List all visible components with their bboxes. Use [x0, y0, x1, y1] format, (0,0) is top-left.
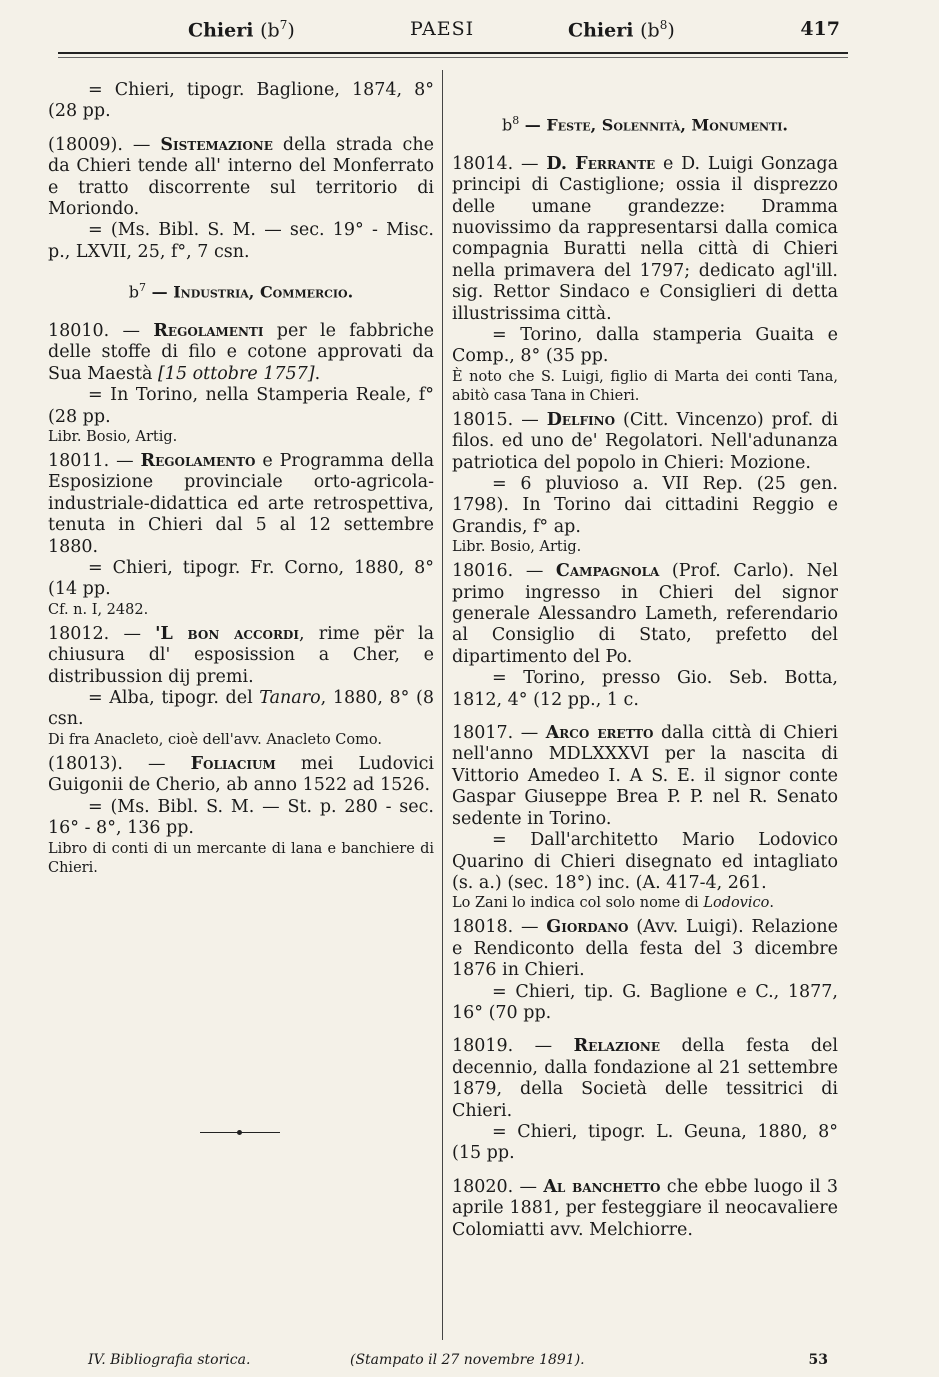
imprint-text: = Dall'architetto Mario Lodovico Quarino di Chieri disegnato ed intagliato (s. a.) (sec. 18°) inc. (A. 417-4, 261.	[452, 830, 838, 893]
entry-heading: Foliacium	[190, 753, 276, 774]
header-center: PAESI	[410, 18, 475, 40]
entry-text: (Avv. Luigi). Relazione e Rendiconto della festa del 3 dicembre 1876 in Chieri.	[452, 917, 838, 981]
entry-number: 18017. —	[452, 723, 546, 744]
entry-number: (18009). —	[48, 134, 161, 155]
entry-heading: D. Ferrante	[546, 153, 656, 174]
entry-number: (18013). —	[48, 753, 191, 774]
entry-number: 18018. —	[452, 917, 547, 938]
entry-18012	[48, 624, 434, 750]
imprint-text: = In Torino, nella Stamperia Reale, f° (28 pp.	[48, 385, 434, 427]
entry-imprint	[48, 80, 434, 123]
imprint-text: = Chieri, tipogr. Baglione, 1874, 8° (28 pp.	[48, 80, 434, 122]
imprint-text-end: , 1880, 8° (8 csn.	[48, 688, 434, 730]
entry-number: 18020. —	[452, 1176, 544, 1197]
header-left-close: )	[287, 19, 295, 42]
header-right-title: Chieri	[568, 19, 634, 42]
entry-18014	[452, 154, 838, 406]
left-column	[48, 80, 434, 882]
section-title: — Feste, Solennità, Monumenti.	[519, 115, 788, 135]
entry-number: 18015. —	[452, 409, 547, 430]
entry-number: 18010. —	[48, 320, 154, 341]
entry-heading: Arco eretto	[545, 723, 654, 744]
section-heading-b7	[48, 277, 434, 303]
entry-text: che ebbe luogo il 3 aprile 1881, per festeggiare il neocavaliere Colomiatti avv. Melchiorre.	[452, 1176, 838, 1240]
entry-heading: Delfino	[546, 409, 616, 430]
imprint-text: = Alba, tipogr. del	[88, 688, 260, 709]
entry-note: Di fra Anacleto, cioè dell'avv. Anacleto Como.	[48, 731, 382, 748]
entry-18018	[452, 917, 838, 1024]
section-label: b	[501, 115, 513, 135]
running-header	[60, 18, 840, 48]
header-left-title: Chieri	[188, 19, 254, 42]
entry-note-italic: Lodovico	[703, 895, 770, 912]
section-label: b	[128, 282, 140, 302]
entry-text: per le fabbriche delle stoffe di filo e cotone approvati da Sua Maestà	[48, 320, 434, 384]
header-right	[568, 18, 675, 41]
entry-text: e Programma della Esposizione provinciale orto-agricola-industriale-didattica ed arte retrospettiva, tenuta in Chieri dal 5 al 12 settembre 1880.	[48, 451, 435, 557]
footer-left: IV. Bibliografia storica.	[88, 1352, 251, 1368]
entry-note: Libro di conti di un mercante di lana e banchiere di Chieri.	[48, 840, 434, 876]
entry-heading: 'L bon accordi	[155, 623, 299, 644]
entry-number: 18012. —	[48, 623, 156, 644]
entry-heading: Giordano	[546, 917, 629, 938]
imprint-text: = (Ms. Bibl. S. M. — sec. 19° - Misc. p., LXVII, 25, f°, 7 csn.	[48, 220, 434, 262]
entry-number: 18014. —	[452, 153, 547, 174]
entry-number: 18019. —	[452, 1036, 574, 1057]
entry-number: 18011. —	[48, 451, 141, 472]
imprint-text: = Chieri, tip. G. Baglione e C., 1877, 16° (70 pp.	[452, 981, 838, 1023]
header-right-sup: 8	[659, 18, 668, 32]
entry-heading: Regolamenti	[153, 320, 264, 341]
end-ornament	[200, 1132, 280, 1133]
entry-note: Libr. Bosio, Artig.	[452, 539, 582, 556]
entry-note-end: .	[769, 895, 774, 912]
column-divider	[442, 70, 443, 1340]
entry-heading: Campagnola	[555, 561, 660, 582]
section-sup: 8	[512, 114, 520, 127]
header-left-section: (b	[260, 19, 280, 42]
imprint-text: = (Ms. Bibl. S. M. — St. p. 280 - sec. 16° - 8°, 136 pp.	[48, 796, 434, 839]
header-right-close: )	[667, 19, 675, 42]
entry-18013	[48, 754, 434, 878]
imprint-text: = Chieri, tipogr. Fr. Corno, 1880, 8° (14 pp.	[48, 558, 434, 600]
entry-note: È noto che S. Luigi, figlio di Marta dei conti Tana, abitò casa Tana in Chieri.	[452, 368, 838, 404]
entry-note: Cf. n. I, 2482.	[48, 601, 149, 618]
section-sup: 7	[139, 281, 147, 295]
imprint-italic: Tanaro	[259, 688, 321, 709]
entry-18010	[48, 321, 434, 447]
section-title: — Industria, Commercio.	[146, 282, 354, 302]
entry-number: 18016. —	[452, 561, 556, 582]
header-rule-thin	[58, 57, 848, 58]
footer-center: (Stampato il 27 novembre 1891).	[350, 1352, 585, 1368]
entry-heading: Al banchetto	[543, 1176, 661, 1197]
entry-18009	[48, 135, 434, 263]
entry-date: [15 ottobre 1757]	[157, 363, 315, 384]
entry-18017	[452, 723, 838, 913]
imprint-text: = 6 pluvioso a. VII Rep. (25 gen. 1798). In Torino dai cittadini Reggio e Grandis, f° ap.	[452, 474, 838, 537]
right-column	[452, 80, 838, 1245]
entry-note: Libr. Bosio, Artig.	[48, 429, 178, 446]
entry-text: della festa del decennio, dalla fondazione al 21 settembre 1879, della Società delle tessitrici di Chieri.	[452, 1036, 839, 1121]
entry-18011	[48, 451, 434, 620]
header-rule	[58, 52, 848, 54]
entry-heading: Sistemazione	[160, 134, 273, 155]
entry-heading: Regolamento	[140, 451, 256, 472]
header-right-section: (b	[640, 19, 660, 42]
header-left	[188, 18, 295, 41]
entry-text: , rime për la chiusura dl' esposission a Cher, e distribussion dij premi.	[48, 623, 435, 687]
entry-text: della strada che da Chieri tende all' interno del Monferrato e tratto discorrente sul territorio di Moriondo.	[48, 134, 434, 220]
entry-heading: Relazione	[573, 1036, 661, 1057]
entry-text: mei Ludovici Guigonii de Cherio, ab anno 1522 ad 1526.	[48, 753, 435, 796]
footer-signature: 53	[808, 1352, 828, 1368]
page-number: 417	[800, 18, 840, 40]
entry-note: Lo Zani lo indica col solo nome di	[452, 895, 704, 912]
header-left-sup: 7	[279, 18, 288, 32]
imprint-text: = Torino, dalla stamperia Guaita e Comp., 8° (35 pp.	[452, 324, 838, 367]
entry-text: (Citt. Vincenzo) prof. di filos. ed uno de' Regolatori. Nell'adunanza patriotica del popolo in Chieri: Mozione.	[452, 409, 838, 473]
imprint-text: = Chieri, tipogr. L. Geuna, 1880, 8° (15 pp.	[452, 1121, 838, 1164]
entry-text: dalla città di Chieri nell'anno MDLXXXVI per la nascita di Vittorio Amedeo I. A S. E. il signor conte Gaspar Giuseppe Brea P. P. nel R. Senato sedente in Torino.	[452, 723, 838, 829]
entry-18016	[452, 561, 838, 711]
entry-text-end: .	[314, 363, 321, 384]
entry-18020	[452, 1177, 838, 1241]
entry-18019	[452, 1036, 838, 1164]
entry-text: e D. Luigi Gonzaga principi di Castiglione; ossia il disprezzo delle umane grandezze: Dramma nuovissimo da rappresentarsi dalla comica compagnia Buratti nella città di Chieri nella primavera del 1797; dedicato agl'ill. sig. Rettor Sindaco e Consiglieri di detta illustrissima città.	[452, 153, 838, 324]
entry-18015	[452, 410, 838, 557]
entry-text: (Prof. Carlo). Nel primo ingresso in Chieri del signor generale Alessandro Lameth, referendario al Consiglio di Stato, prefetto del dipartimento del Po.	[452, 561, 838, 667]
imprint-text: = Torino, presso Gio. Seb. Botta, 1812, 4° (12 pp., 1 c.	[452, 668, 838, 710]
section-heading-b8	[452, 110, 838, 136]
